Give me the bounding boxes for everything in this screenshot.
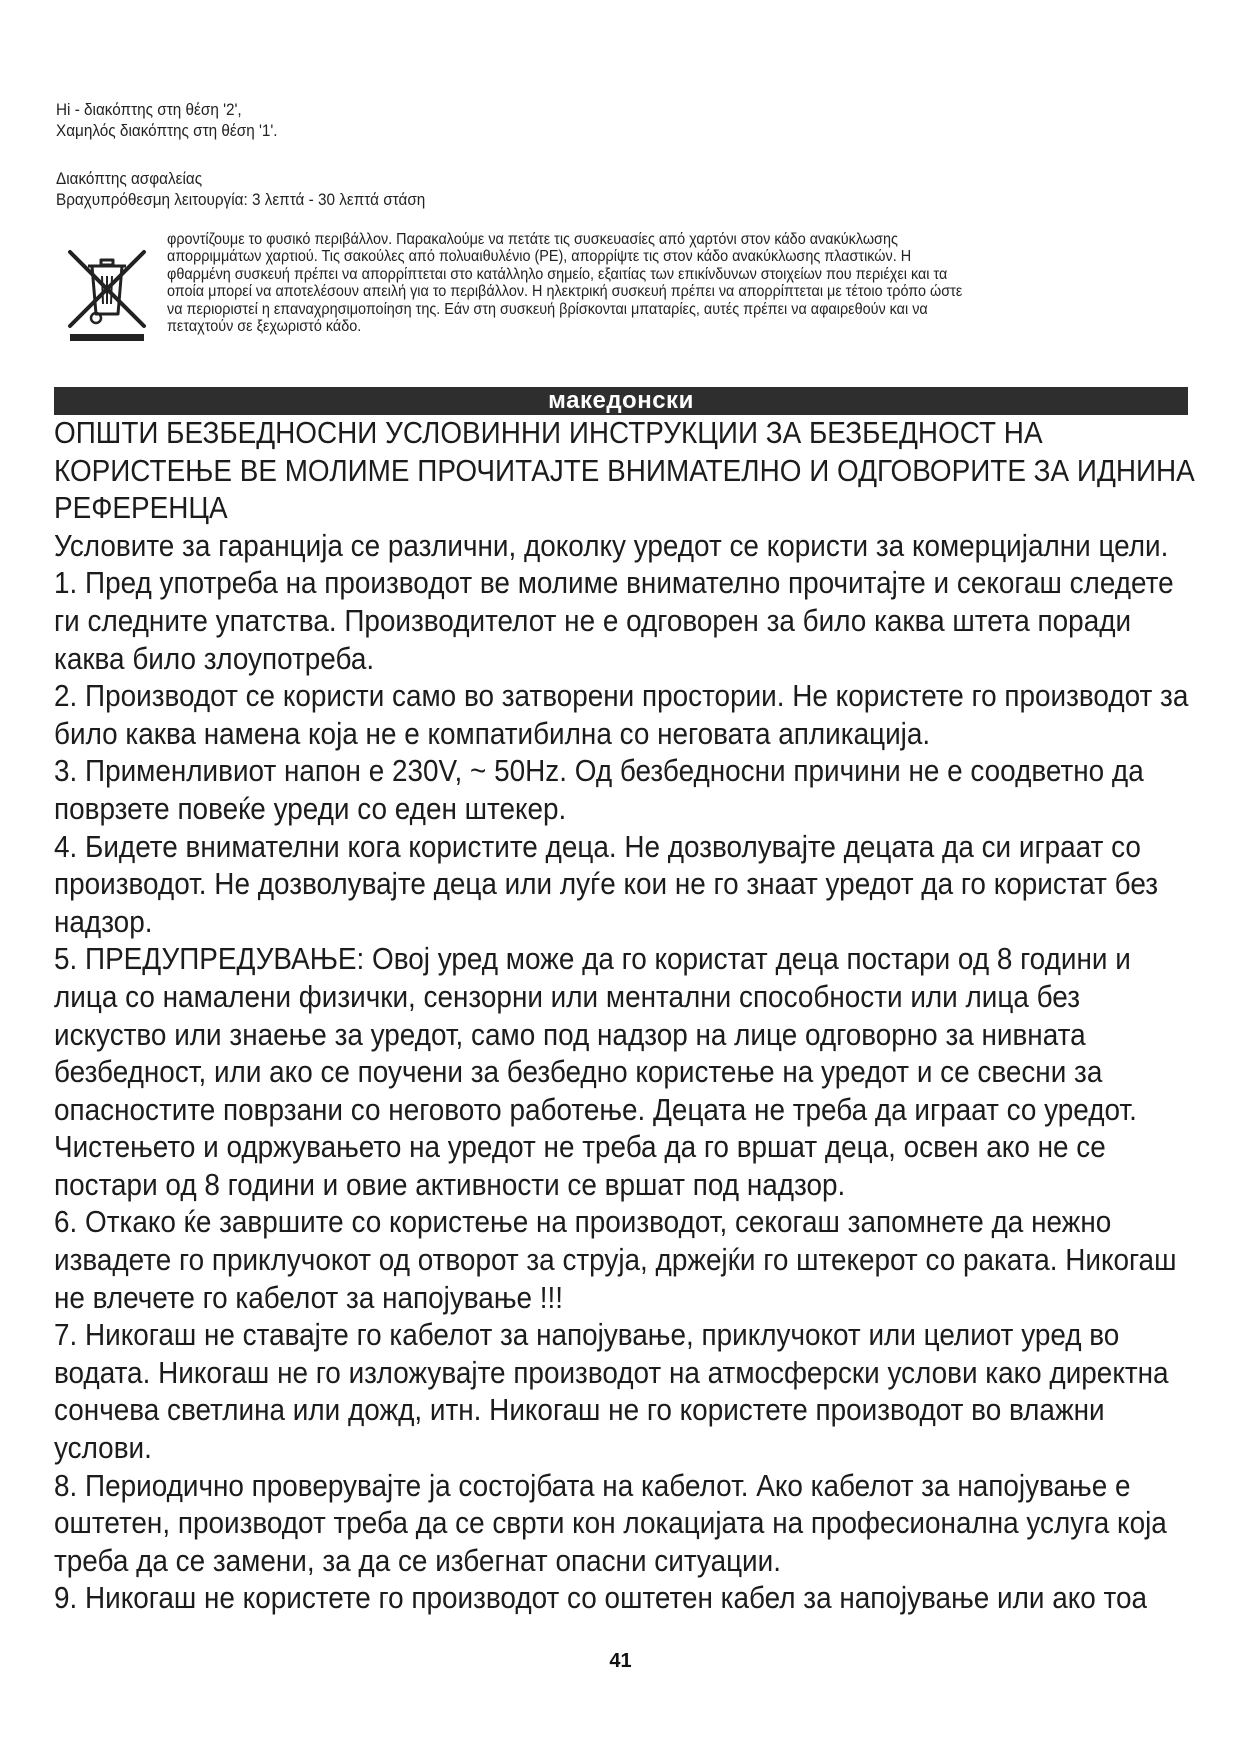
instruction-item: 9. Никогаш не користете го производот со оштетен кабел за напојување или ако тоа bbox=[54, 1580, 1148, 1616]
switch-high-line: Hi - διακόπτης στη θέση '2', bbox=[56, 100, 242, 119]
recycling-line: απορριμμάτων χαρτιού. Τις σακούλες από πολυαιθυλένιο (PE), απορρίψτε τις στον κάδο ανακύκλωσης πλαστικών. Η bbox=[167, 248, 912, 266]
safety-instructions bbox=[54, 414, 1197, 1617]
instruction-item: 3. Применливиот напон е 230V, ~ 50Hz. Од безбедносни причини не е соодветно да поврзете повеќе уреди со еден штекер. bbox=[54, 753, 1144, 826]
safety-switch-title: Διακόπτης ασφαλείας bbox=[56, 169, 203, 188]
instruction-item: 4. Бидете внимателни кога користите деца. Не дозволувајте децата да си играат со производот. Не дозволувајте деца или луѓе кои не го знаат уредот да го користат без надзор. bbox=[54, 828, 1159, 939]
switch-low-line: Χαμηλός διακόπτης στη θέση '1'. bbox=[56, 121, 278, 140]
page-number: 41 bbox=[609, 1650, 632, 1672]
recycling-line: φθαρμένη συσκευή πρέπει να απορρίπτεται στο κατάλληλο σημείο, εξαιτίας των επικίνδυνων στοιχείων που περιέχει και τα bbox=[167, 265, 948, 283]
recycling-line: φροντίζουμε το φυσικό περιβάλλον. Παρακαλούμε να πετάτε τις συσκευασίες από χαρτόνι στον κάδο ανακύκλωσης bbox=[167, 231, 898, 248]
instruction-item: 6. Откако ќе завршите со користење на производот, секогаш запомнете да нежно извадете го приклучокот од отворот за струја, држејќи го штекерот со раката. Никогаш не влечете го кабелот за напојување !!! bbox=[54, 1204, 1177, 1315]
section-heading: ОПШТИ БЕЗБЕДНОСНИ УСЛОВИННИ ИНСТРУКЦИИ ЗА БЕЗБЕДНОСТ НА КОРИСТЕЊЕ ВЕ МОЛИМЕ ПРОЧИТАЈТЕ ВНИМАТЕЛНО И ОДГОВОРИТЕ ЗА ИДНИНА РЕФЕРЕНЦА bbox=[54, 415, 1195, 526]
instruction-item: 5. ПРЕДУПРЕДУВАЊЕ: Овој уред може да го користат деца постари од 8 години и лица со намалени физички, сензорни или ментални способности или лица без искуство или знаење за уредот, само под надзор на лице одговорно за нивната безбедност, или ако се поучени за безбедно користење на уредот и се свесни за опасностите поврзани со неговото работење. Децата не треба да играат со уредот. Чистењето и одржувањето на уредот не треба да го вршат деца, освен ако не се постари од 8 години и овие активности се вршат под надзор. bbox=[54, 941, 1137, 1202]
recycling-line: να περιοριστεί η επαναχρησιμοποίηση της. Εάν στη συσκευή βρίσκονται μπαταρίες, αυτές πρέπει να αφαιρεθούν και να bbox=[167, 300, 928, 318]
switch-settings-text bbox=[56, 99, 278, 141]
recycling-line: πεταχτούν σε ξεχωριστό κάδο. bbox=[167, 318, 362, 336]
crossed-out-wheelie-bin-icon bbox=[62, 244, 152, 344]
language-section-header: македонски bbox=[54, 387, 1188, 415]
recycling-line: οποία μπορεί να αποτελέσουν απειλή για το περιβάλλον. Η ηλεκτρική συσκευή πρέπει να απορρίπτεται με τέτοιο τρόπο ώστε bbox=[167, 283, 963, 301]
instruction-item: 1. Пред употреба на производот ве молиме внимателно прочитајте и секогаш следете ги следните упатства. Производителот не е одговорен за било каква штета поради каква било злоупотреба. bbox=[54, 565, 1174, 676]
safety-switch-text bbox=[56, 168, 425, 210]
short-term-operation-line: Βραχυπρόθεσμη λειτουργία: 3 λεπτά - 30 λεπτά στάση bbox=[56, 190, 426, 209]
warranty-note: Условите за гаранција се различни, доколку уредот се користи за комерцијални цели. bbox=[54, 527, 1169, 563]
instruction-item: 7. Никогаш не ставајте го кабелот за напојување, приклучокот или целиот уред во водата. Никогаш не го изложувајте производот на атмосферски услови како директна сончева светлина или дожд, итн. Никогаш не го користете производот во влажни услови. bbox=[54, 1317, 1169, 1466]
instruction-item: 2. Производот се користи само во затворени простории. Не користете го производот за било каква намена која не е компатибилна со неговата апликација. bbox=[54, 678, 1189, 751]
recycling-notice bbox=[167, 231, 1121, 335]
instruction-item: 8. Периодично проверувајте ја состојбата на кабелот. Ако кабелот за напојување е оштетен, производот треба да се сврти кон локацијата на професионална услуга која треба да се замени, за да се избегнат опасни ситуации. bbox=[54, 1467, 1167, 1578]
